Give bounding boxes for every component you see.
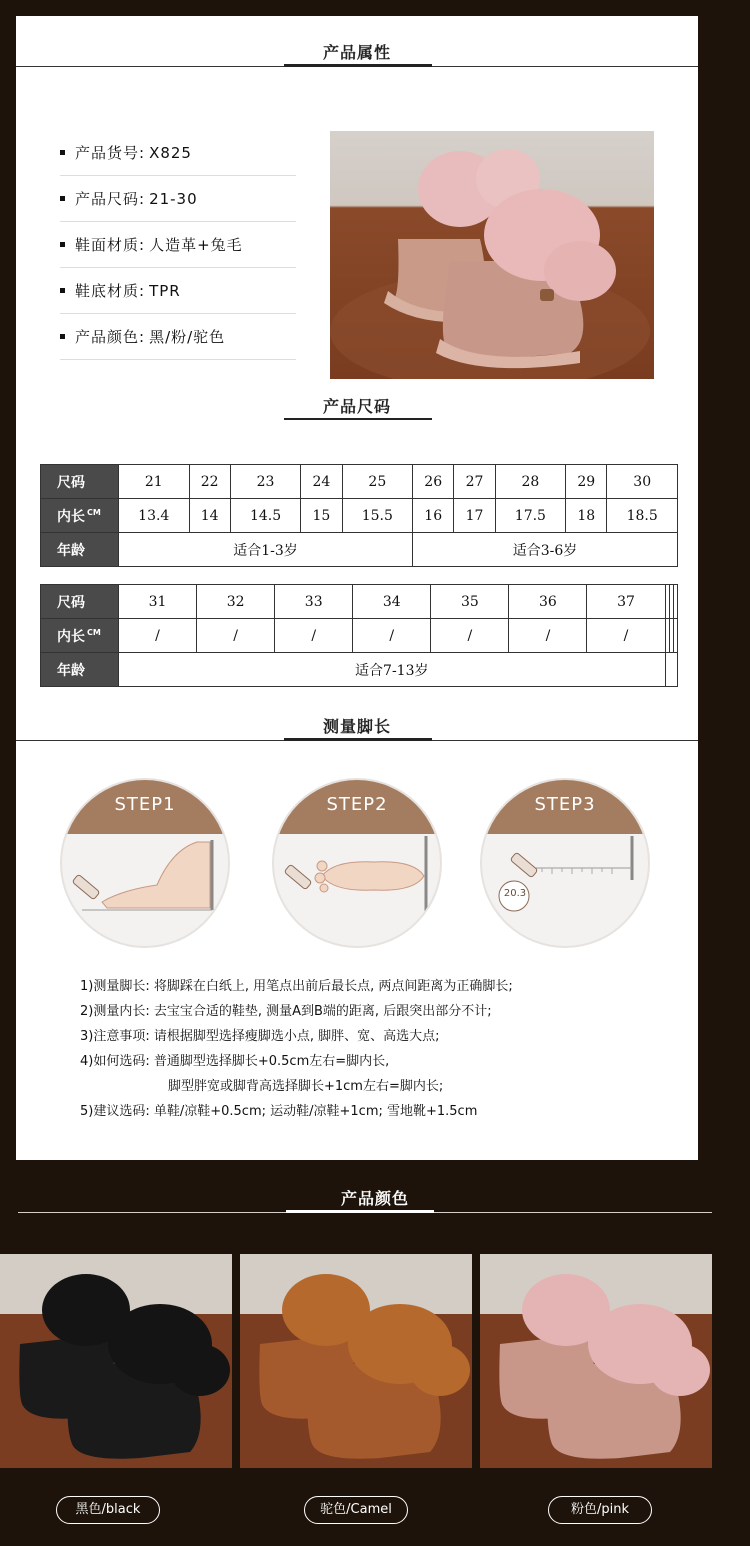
product-photo-pink-boots: [330, 131, 654, 379]
colors-title: 产品颜色: [340, 1189, 409, 1208]
size-cell: [673, 585, 677, 619]
color-photo-black[interactable]: [0, 1254, 232, 1468]
length-cell: 17: [454, 499, 495, 533]
length-cell: 14.5: [230, 499, 301, 533]
measure-panel: [16, 698, 698, 1160]
size-cell: 37: [587, 585, 665, 619]
attr-item-number: 产品货号: X825: [60, 130, 296, 176]
size-cell: 36: [509, 585, 587, 619]
step1-illustration: [60, 778, 230, 948]
size-cell: 32: [197, 585, 275, 619]
length-cell: /: [509, 619, 587, 653]
length-cell: /: [431, 619, 509, 653]
size-table-2: [40, 584, 678, 687]
length-cell: /: [353, 619, 431, 653]
table-row: [41, 499, 678, 533]
length-cell: 13.4: [119, 499, 190, 533]
attributes-title: 产品属性: [322, 43, 391, 62]
note-line: 脚型胖宽或脚背高选择脚长+1cm左右=脚内长;: [168, 1079, 444, 1094]
length-cell: /: [587, 619, 665, 653]
size-cell: 28: [495, 465, 566, 499]
length-cell: 16: [413, 499, 454, 533]
row-label-age: 年龄: [41, 533, 119, 567]
attr-colors: 产品颜色: 黑/粉/驼色: [60, 314, 296, 360]
table-row: [41, 585, 678, 619]
length-cell: 17.5: [495, 499, 566, 533]
table-row: [41, 653, 678, 687]
age-cell: 适合3-6岁: [413, 533, 678, 567]
color-label-black[interactable]: 黑色/black: [56, 1496, 160, 1524]
age-cell: 适合1-3岁: [119, 533, 413, 567]
length-cell: 18: [566, 499, 607, 533]
measure-notes: [80, 974, 513, 1124]
step1-label: STEP1: [114, 794, 176, 815]
color-label-pink[interactable]: 粉色/pink: [548, 1496, 652, 1524]
size-cell: 23: [230, 465, 301, 499]
length-cell: 14: [189, 499, 230, 533]
age-cell: 适合7-13岁: [119, 653, 666, 687]
size-cell: 25: [342, 465, 413, 499]
step3-label: STEP3: [534, 794, 596, 815]
note-line: 2)测量内长: 去宝宝合适的鞋垫, 测量A到B端的距离, 后跟突出部分不计;: [80, 1004, 492, 1019]
row-label-size: 尺码: [41, 465, 119, 499]
sizes-header: [16, 394, 698, 417]
size-table-1: [40, 464, 678, 567]
color-photo-camel[interactable]: [240, 1254, 472, 1468]
size-cell: 21: [119, 465, 190, 499]
size-cell: 30: [607, 465, 678, 499]
measure-header: [16, 714, 698, 737]
size-cell: 31: [119, 585, 197, 619]
row-label-length: 内长 $^{CM}$: [41, 499, 119, 533]
measure-title: 测量脚长: [322, 717, 391, 736]
table-row: [41, 619, 678, 653]
length-cell: 15: [301, 499, 342, 533]
size-cell: 27: [454, 465, 495, 499]
size-panel: [16, 420, 698, 698]
size-cell: 35: [431, 585, 509, 619]
row-label-size: 尺码: [41, 585, 119, 619]
table-row: [41, 465, 678, 499]
attributes-panel: [16, 16, 698, 420]
step2-label: STEP2: [326, 794, 388, 815]
note-line: 5)建议选码: 单鞋/凉鞋+0.5cm; 运动鞋/凉鞋+1cm; 雪地靴+1.5cm: [80, 1104, 478, 1119]
sizes-title: 产品尺码: [322, 397, 391, 416]
attributes-header: [16, 40, 698, 63]
note-line: 1)测量脚长: 将脚踩在白纸上, 用笔点出前后最长点, 两点间距离为正确脚长;: [80, 979, 513, 994]
length-cell: /: [119, 619, 197, 653]
size-cell: 34: [353, 585, 431, 619]
size-cell: 26: [413, 465, 454, 499]
table-row: [41, 533, 678, 567]
attr-size-range: 产品尺码: 21-30: [60, 176, 296, 222]
age-cell: [665, 653, 677, 687]
attr-upper-material: 鞋面材质: 人造革+兔毛: [60, 222, 296, 268]
size-cell: 22: [189, 465, 230, 499]
color-photo-pink[interactable]: [480, 1254, 712, 1468]
color-label-camel[interactable]: 驼色/Camel: [304, 1496, 408, 1524]
colors-header: [0, 1186, 750, 1209]
length-cell: [673, 619, 677, 653]
row-label-length: 内长 $^{CM}$: [41, 619, 119, 653]
attr-sole-material: 鞋底材质: TPR: [60, 268, 296, 314]
size-cell: 24: [301, 465, 342, 499]
length-cell: 18.5: [607, 499, 678, 533]
row-label-age: 年龄: [41, 653, 119, 687]
size-cell: 33: [275, 585, 353, 619]
length-cell: /: [275, 619, 353, 653]
length-cell: /: [197, 619, 275, 653]
length-cell: 15.5: [342, 499, 413, 533]
step3-illustration: [480, 778, 650, 948]
step2-illustration: [272, 778, 442, 948]
step3-reading: 20.3: [503, 888, 527, 899]
note-line: 4)如何选码: 普通脚型选择脚长+0.5cm左右=脚内长,: [80, 1054, 390, 1069]
note-line: 3)注意事项: 请根据脚型选择瘦脚选小点, 脚胖、宽、高选大点;: [80, 1029, 440, 1044]
attribute-list: [60, 130, 296, 360]
size-cell: 29: [566, 465, 607, 499]
